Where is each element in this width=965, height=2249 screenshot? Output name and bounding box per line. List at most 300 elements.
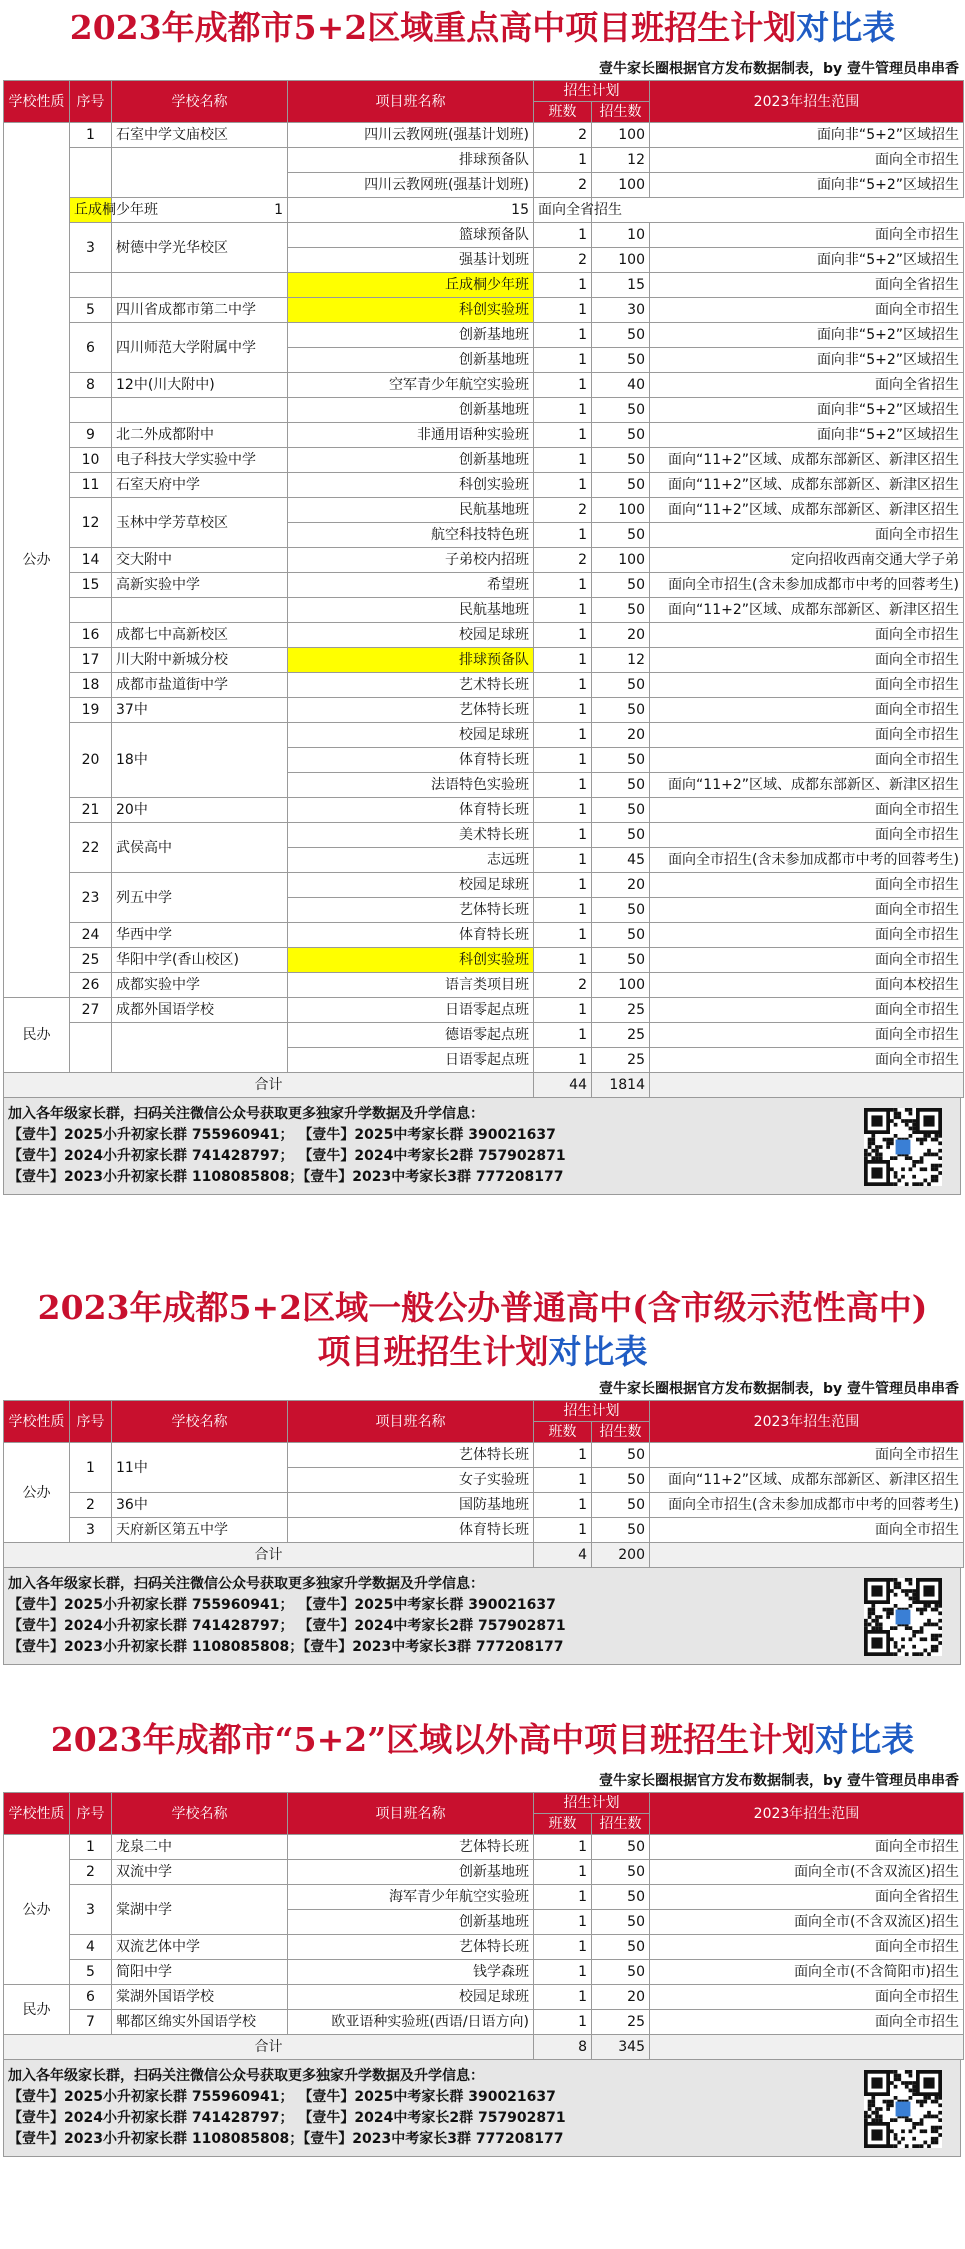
cell-students: 50	[592, 473, 650, 498]
cell-students: 25	[592, 2010, 650, 2035]
total-classes: 44	[534, 1073, 592, 1098]
cell-school: 川大附中新城分校	[112, 648, 288, 673]
total-empty	[650, 1543, 964, 1568]
cell-num	[70, 148, 112, 198]
cell-scope: 面向全市招生	[650, 148, 964, 173]
table-row	[4, 673, 964, 698]
cell-program: 国防基地班	[288, 1493, 534, 1518]
cell-scope: 面向全市招生	[650, 823, 964, 848]
cell-school: 交大附中	[112, 548, 288, 573]
cell-program: 海军青少年航空实验班	[288, 1885, 534, 1910]
cell-scope: 面向全市招生	[650, 898, 964, 923]
cell-students: 50	[592, 398, 650, 423]
cell-classes: 1	[534, 348, 592, 373]
cell-scope: 面向“11+2”区域、成都东部新区、新津区招生	[650, 448, 964, 473]
table-row	[4, 498, 964, 523]
cell-num: 15	[70, 573, 112, 598]
section-general-schools	[0, 1286, 965, 1665]
total-label: 合计	[4, 1543, 534, 1568]
cell-students: 50	[592, 1860, 650, 1885]
cell-num: 27	[70, 998, 112, 1023]
cell-school: 成都市盐道街中学	[112, 673, 288, 698]
cell-school: 龙泉二中	[112, 1835, 288, 1860]
table-row	[4, 548, 964, 573]
cell-program: 非通用语种实验班	[288, 423, 534, 448]
cell-program: 艺体特长班	[288, 1935, 534, 1960]
footer-line: 【壹牛】2025小升初家长群 755960941； 【壹牛】2025中考家长群 390021637	[8, 2089, 556, 2105]
footer-line: 【壹牛】2024小升初家长群 741428797； 【壹牛】2024中考家长2群 757902871	[8, 1618, 566, 1634]
header-program: 项目班名称	[288, 81, 534, 123]
header-classes: 班数	[534, 102, 592, 123]
cell-school	[112, 398, 288, 423]
cell-classes: 1	[534, 473, 592, 498]
cell-students: 100	[592, 248, 650, 273]
cell-school: 11中	[112, 1443, 288, 1493]
cell-num	[70, 398, 112, 423]
cell-classes: 1	[534, 148, 592, 173]
total-row	[4, 1543, 964, 1568]
table-row	[4, 1985, 964, 2010]
cell-students: 12	[592, 148, 650, 173]
cell-classes: 1	[534, 623, 592, 648]
footer-info	[3, 1568, 961, 1665]
cell-program: 日语零起点班	[288, 998, 534, 1023]
section-outer-schools	[0, 1718, 965, 2157]
cell-students: 50	[592, 798, 650, 823]
table-row	[4, 948, 964, 973]
header-program: 项目班名称	[288, 1793, 534, 1835]
cell-nature: 公办	[4, 1443, 70, 1543]
cell-scope: 面向全市招生	[650, 673, 964, 698]
cell-program: 校园足球班	[288, 623, 534, 648]
cell-num: 21	[70, 798, 112, 823]
cell-num: 11	[70, 473, 112, 498]
section-title-line2	[0, 1330, 965, 1374]
cell-school	[112, 1023, 288, 1073]
cell-classes: 2	[534, 973, 592, 998]
cell-classes: 1	[534, 323, 592, 348]
table-row	[4, 648, 964, 673]
footer-line: 【壹牛】2024小升初家长群 741428797； 【壹牛】2024中考家长2群 757902871	[8, 2110, 566, 2126]
cell-students: 20	[592, 723, 650, 748]
cell-school: 华西中学	[112, 923, 288, 948]
cell-nature: 公办	[4, 123, 70, 998]
cell-program: 艺术特长班	[288, 673, 534, 698]
header-students: 招生数	[592, 1814, 650, 1835]
cell-num: 6	[70, 1985, 112, 2010]
cell-program: 空军青少年航空实验班	[288, 373, 534, 398]
table-row	[4, 1518, 964, 1543]
qr-code-icon	[864, 1108, 942, 1186]
cell-program: 丘成桐少年班	[288, 273, 534, 298]
cell-students: 20	[592, 873, 650, 898]
cell-classes: 1	[534, 923, 592, 948]
cell-students: 25	[592, 1048, 650, 1073]
cell-school: 双流艺体中学	[112, 1935, 288, 1960]
cell-classes: 1	[534, 698, 592, 723]
cell-classes: 1	[534, 898, 592, 923]
cell-program: 校园足球班	[288, 1985, 534, 2010]
cell-scope: 面向全市招生(含未参加成都市中考的回蓉考生)	[650, 848, 964, 873]
cell-num: 23	[70, 873, 112, 923]
table-row	[4, 873, 964, 898]
cell-school: 北二外成都附中	[112, 423, 288, 448]
cell-classes: 1	[534, 273, 592, 298]
cell-classes: 1	[534, 648, 592, 673]
header-classes: 班数	[534, 1814, 592, 1835]
cell-num: 7	[70, 2010, 112, 2035]
cell-students: 50	[592, 773, 650, 798]
cell-students: 100	[592, 973, 650, 998]
cell-classes: 1	[534, 423, 592, 448]
cell-num: 26	[70, 973, 112, 998]
header-school: 学校名称	[112, 1793, 288, 1835]
cell-classes: 1	[534, 848, 592, 873]
cell-num: 9	[70, 423, 112, 448]
cell-classes: 1	[534, 748, 592, 773]
cell-students: 50	[592, 1443, 650, 1468]
cell-num: 1	[70, 123, 112, 148]
table-body	[4, 1835, 964, 2035]
cell-scope: 面向全市(不含双流区)招生	[650, 1910, 964, 1935]
cell-classes: 1	[534, 998, 592, 1023]
cell-program: 强基计划班	[288, 248, 534, 273]
cell-scope: 面向全市招生	[650, 1048, 964, 1073]
cell-scope: 面向本校招生	[650, 973, 964, 998]
credit-line: 壹牛家长圈根据官方发布数据制表，by 壹牛管理员串串香	[598, 1381, 959, 1397]
cell-scope: 面向全市招生(含未参加成都市中考的回蓉考生)	[650, 573, 964, 598]
table-row	[4, 923, 964, 948]
title-main: 2023年成都5+2区域一般公办普通高中(含市级示范性高中)	[37, 1288, 928, 1327]
cell-program: 艺体特长班	[288, 898, 534, 923]
header-plan: 招生计划	[534, 81, 650, 102]
table-row	[4, 223, 964, 248]
header-nature: 学校性质	[4, 1401, 70, 1443]
cell-program: 艺体特长班	[288, 698, 534, 723]
cell-program: 创新基地班	[288, 1910, 534, 1935]
table-row	[4, 448, 964, 473]
cell-school: 石室天府中学	[112, 473, 288, 498]
cell-scope: 面向非“5+2”区域招生	[650, 123, 964, 148]
cell-program: 艺体特长班	[288, 1835, 534, 1860]
cell-num: 20	[70, 723, 112, 798]
table-row	[4, 698, 964, 723]
cell-classes: 1	[534, 1935, 592, 1960]
cell-program: 篮球预备队	[288, 223, 534, 248]
title-line2: 项目班招生计划	[317, 1332, 549, 1371]
cell-students: 50	[592, 823, 650, 848]
cell-scope: 面向“11+2”区域、成都东部新区、新津区招生	[650, 1468, 964, 1493]
enrollment-table	[3, 1792, 964, 2060]
cell-program: 创新基地班	[288, 398, 534, 423]
table-row	[4, 273, 964, 298]
cell-classes: 1	[534, 873, 592, 898]
cell-school	[112, 273, 288, 298]
footer-line: 加入各年级家长群，扫码关注微信公众号获取更多独家升学数据及升学信息：	[8, 1576, 484, 1592]
footer-line: 【壹牛】2023小升初家长群 1108085808；【壹牛】2023中考家长3群 777208177	[8, 2131, 564, 2147]
cell-scope: 面向全市招生	[650, 1443, 964, 1468]
cell-scope: 面向非“5+2”区域招生	[650, 248, 964, 273]
cell-students: 50	[592, 748, 650, 773]
cell-students: 50	[592, 1935, 650, 1960]
total-empty	[650, 2035, 964, 2060]
table-row	[4, 723, 964, 748]
cell-school: 四川师范大学附属中学	[112, 323, 288, 373]
cell-school: 华阳中学(香山校区)	[112, 948, 288, 973]
cell-school: 列五中学	[112, 873, 288, 923]
cell-school: 双流中学	[112, 1860, 288, 1885]
cell-program: 体育特长班	[288, 1518, 534, 1543]
cell-program: 法语特色实验班	[288, 773, 534, 798]
table-row	[4, 598, 964, 623]
cell-scope: 面向非“5+2”区域招生	[650, 423, 964, 448]
cell-students: 100	[592, 498, 650, 523]
cell-school: 树德中学光华校区	[112, 223, 288, 273]
table-row	[4, 2010, 964, 2035]
cell-students: 25	[592, 998, 650, 1023]
cell-scope: 面向“11+2”区域、成都东部新区、新津区招生	[650, 598, 964, 623]
table-row	[4, 323, 964, 348]
cell-num: 3	[70, 1518, 112, 1543]
cell-num: 1	[70, 1443, 112, 1493]
cell-classes: 1	[534, 798, 592, 823]
footer-line: 【壹牛】2024小升初家长群 741428797； 【壹牛】2024中考家长2群 757902871	[8, 1148, 566, 1164]
cell-scope: 面向全市招生	[650, 523, 964, 548]
cell-program: 四川云教网班(强基计划班)	[288, 173, 534, 198]
cell-school: 18中	[112, 723, 288, 798]
cell-school: 郫都区绵实外国语学校	[112, 2010, 288, 2035]
cell-program: 创新基地班	[288, 323, 534, 348]
cell-nature: 公办	[4, 1835, 70, 1985]
footer-info	[3, 2060, 961, 2157]
cell-scope: 面向非“5+2”区域招生	[650, 173, 964, 198]
total-label: 合计	[4, 2035, 534, 2060]
cell-scope: 面向“11+2”区域、成都东部新区、新津区招生	[650, 473, 964, 498]
section-title	[0, 1718, 965, 1762]
title-main: 2023年成都市“5+2”区域以外高中项目班招生计划	[50, 1720, 816, 1759]
table-row	[4, 998, 964, 1023]
table-row	[4, 148, 964, 173]
cell-students: 15	[288, 198, 534, 223]
footer-line: 【壹牛】2025小升初家长群 755960941； 【壹牛】2025中考家长群 390021637	[8, 1127, 556, 1143]
cell-scope: 面向全省招生	[534, 198, 592, 223]
cell-program: 航空科技特色班	[288, 523, 534, 548]
table-row	[4, 623, 964, 648]
cell-classes: 1	[534, 823, 592, 848]
cell-scope: 面向全市招生	[650, 298, 964, 323]
cell-school: 电子科技大学实验中学	[112, 448, 288, 473]
cell-program: 科创实验班	[288, 948, 534, 973]
cell-scope: 面向全市招生	[650, 748, 964, 773]
cell-num: 24	[70, 923, 112, 948]
cell-program: 科创实验班	[288, 298, 534, 323]
table-row	[4, 1835, 964, 1860]
cell-students: 50	[592, 1493, 650, 1518]
cell-students: 40	[592, 373, 650, 398]
cell-scope: 面向非“5+2”区域招生	[650, 323, 964, 348]
table-row	[4, 298, 964, 323]
cell-classes: 1	[534, 1860, 592, 1885]
cell-scope: 面向全市招生	[650, 1935, 964, 1960]
table-row	[4, 1885, 964, 1910]
cell-program: 艺体特长班	[288, 1443, 534, 1468]
cell-num: 14	[70, 548, 112, 573]
header-nature: 学校性质	[4, 81, 70, 123]
cell-classes: 2	[534, 173, 592, 198]
cell-classes: 1	[534, 1048, 592, 1073]
cell-school: 四川省成都市第二中学	[112, 298, 288, 323]
cell-classes: 1	[534, 1518, 592, 1543]
credit-line: 壹牛家长圈根据官方发布数据制表，by 壹牛管理员串串香	[598, 61, 959, 77]
cell-students: 50	[592, 898, 650, 923]
table-row	[4, 198, 964, 223]
header-school: 学校名称	[112, 81, 288, 123]
cell-classes: 1	[534, 1443, 592, 1468]
cell-program: 体育特长班	[288, 798, 534, 823]
cell-scope: 面向全省招生	[650, 273, 964, 298]
cell-classes: 1	[534, 1468, 592, 1493]
cell-students: 50	[592, 1518, 650, 1543]
cell-classes: 1	[534, 773, 592, 798]
cell-students: 50	[592, 448, 650, 473]
cell-classes: 1	[534, 2010, 592, 2035]
cell-classes: 2	[534, 248, 592, 273]
cell-scope: 面向全市招生	[650, 798, 964, 823]
cell-program: 女子实验班	[288, 1468, 534, 1493]
cell-num: 3	[70, 1885, 112, 1935]
header-num: 序号	[70, 1401, 112, 1443]
cell-classes: 1	[534, 398, 592, 423]
cell-students: 50	[592, 1885, 650, 1910]
cell-num: 4	[70, 1935, 112, 1960]
cell-num	[70, 273, 112, 298]
qr-code-icon	[864, 1578, 942, 1656]
total-students: 345	[592, 2035, 650, 2060]
title-main: 2023年成都市5+2区域重点高中项目班招生计划	[69, 8, 797, 47]
cell-scope: 面向全市招生	[650, 948, 964, 973]
cell-scope: 面向全市招生	[650, 623, 964, 648]
table-row	[4, 573, 964, 598]
table-row	[4, 123, 964, 148]
header-num: 序号	[70, 81, 112, 123]
header-plan: 招生计划	[534, 1401, 650, 1422]
section-title	[0, 1286, 965, 1330]
cell-scope: 面向“11+2”区域、成都东部新区、新津区招生	[650, 498, 964, 523]
cell-students: 50	[592, 948, 650, 973]
cell-scope: 面向全市招生	[650, 2010, 964, 2035]
cell-program: 语言类项目班	[288, 973, 534, 998]
cell-students: 30	[592, 298, 650, 323]
cell-school: 36中	[112, 1493, 288, 1518]
cell-students: 50	[592, 348, 650, 373]
cell-scope: 面向全省招生	[650, 1885, 964, 1910]
cell-program: 志远班	[288, 848, 534, 873]
cell-scope: 面向全市招生	[650, 873, 964, 898]
cell-classes: 1	[534, 298, 592, 323]
cell-program: 创新基地班	[288, 348, 534, 373]
cell-program: 民航基地班	[288, 598, 534, 623]
section-title	[0, 6, 965, 50]
cell-school: 天府新区第五中学	[112, 1518, 288, 1543]
cell-scope: 面向全市招生	[650, 998, 964, 1023]
table-row	[4, 398, 964, 423]
cell-program: 美术特长班	[288, 823, 534, 848]
footer-line: 【壹牛】2023小升初家长群 1108085808；【壹牛】2023中考家长3群 777208177	[8, 1639, 564, 1655]
cell-students: 15	[592, 273, 650, 298]
cell-classes: 1	[534, 373, 592, 398]
cell-students: 25	[592, 1023, 650, 1048]
cell-scope: 面向全市招生	[650, 698, 964, 723]
table-row	[4, 1860, 964, 1885]
table-row	[4, 798, 964, 823]
cell-students: 12	[592, 648, 650, 673]
cell-program: 德语零起点班	[288, 1023, 534, 1048]
footer-line: 加入各年级家长群，扫码关注微信公众号获取更多独家升学数据及升学信息：	[8, 2068, 484, 2084]
table-row	[4, 973, 964, 998]
table-row	[4, 1935, 964, 1960]
cell-scope: 面向全市招生	[650, 1023, 964, 1048]
cell-school: 棠湖外国语学校	[112, 1985, 288, 2010]
enrollment-table	[3, 80, 964, 1098]
cell-students: 10	[592, 223, 650, 248]
cell-classes: 1	[534, 1910, 592, 1935]
cell-classes: 1	[534, 1960, 592, 1985]
table-row	[4, 1493, 964, 1518]
cell-classes: 1	[534, 723, 592, 748]
cell-program: 创新基地班	[288, 448, 534, 473]
cell-num: 25	[70, 948, 112, 973]
cell-num: 5	[70, 1960, 112, 1985]
cell-classes: 1	[534, 1835, 592, 1860]
cell-scope: 面向非“5+2”区域招生	[650, 398, 964, 423]
cell-scope: 面向全市招生	[650, 648, 964, 673]
header-students: 招生数	[592, 102, 650, 123]
cell-num: 5	[70, 298, 112, 323]
cell-program: 希望班	[288, 573, 534, 598]
table-body	[4, 123, 964, 1073]
cell-classes: 2	[534, 548, 592, 573]
header-program: 项目班名称	[288, 1401, 534, 1443]
title-blue: 对比表	[815, 1720, 915, 1759]
total-classes: 4	[534, 1543, 592, 1568]
cell-classes: 1	[534, 598, 592, 623]
cell-classes: 1	[534, 223, 592, 248]
table-row	[4, 373, 964, 398]
cell-program: 创新基地班	[288, 1860, 534, 1885]
cell-num: 10	[70, 448, 112, 473]
cell-num: 16	[70, 623, 112, 648]
cell-program: 科创实验班	[288, 473, 534, 498]
cell-school: 武侯高中	[112, 823, 288, 873]
cell-program: 排球预备队	[288, 648, 534, 673]
total-classes: 8	[534, 2035, 592, 2060]
qr-code-icon	[864, 2070, 942, 2148]
cell-classes: 1	[534, 1493, 592, 1518]
credit-line: 壹牛家长圈根据官方发布数据制表，by 壹牛管理员串串香	[598, 1773, 959, 1789]
cell-scope: 面向全市招生	[650, 223, 964, 248]
table-row	[4, 423, 964, 448]
cell-scope: 面向“11+2”区域、成都东部新区、新津区招生	[650, 773, 964, 798]
footer-line: 【壹牛】2025小升初家长群 755960941； 【壹牛】2025中考家长群 390021637	[8, 1597, 556, 1613]
cell-nature: 民办	[4, 998, 70, 1073]
cell-num: 2	[70, 1493, 112, 1518]
cell-classes: 1	[534, 448, 592, 473]
total-students: 1814	[592, 1073, 650, 1098]
table-row	[4, 473, 964, 498]
footer-line: 【壹牛】2023小升初家长群 1108085808；【壹牛】2023中考家长3群 777208177	[8, 1169, 564, 1185]
cell-scope: 面向全省招生	[650, 373, 964, 398]
cell-scope: 面向全市招生	[650, 723, 964, 748]
